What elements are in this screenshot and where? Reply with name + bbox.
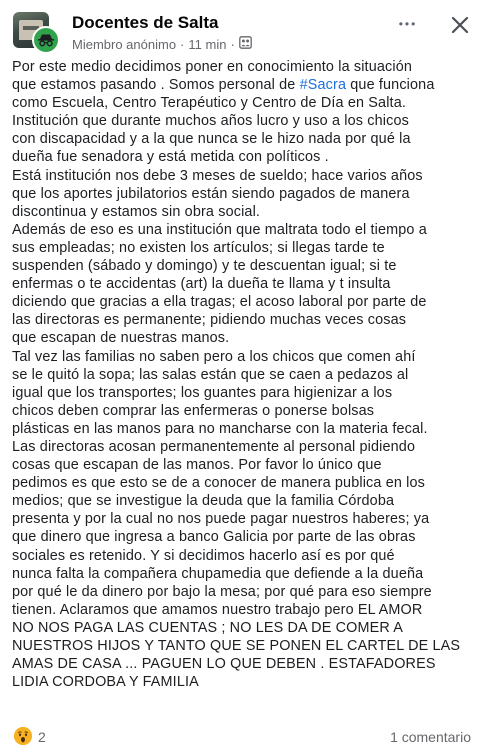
post-text-segment: que estamos pasando . Somos personal de [12,77,300,94]
post-text-segment: que escapan de nuestras manos. [12,330,230,347]
post-text-line [12,492,478,510]
post-text-segment: Institución que durante muchos años lucro y uso a los chicos [12,113,409,130]
post-text-segment: Tal vez las familias no saben pero a los chicos que comen ahí [12,348,416,365]
post-text-segment: NO NOS PAGA LAS CUENTAS ; NO LES DA DE COMER A [12,619,404,636]
post-text-line [12,402,478,420]
post-text-line [12,655,478,673]
post-text-segment: cosas que escapan de las manos. Por favor lo único que [12,457,382,474]
more-options-icon: ••• [398,17,418,31]
post-footer [0,722,487,750]
post-text-segment: plásticas en las manos para no mancharse con la materia fecal. [12,420,428,437]
post-text-segment: que funciona [346,77,435,94]
group-name-link[interactable]: Docentes de Salta [72,13,219,32]
post-text-line [12,348,478,366]
post-text-line [12,510,478,528]
post-text-segment: enfermas o te accidentas (art) la dueña te llama y t insulta [12,276,391,293]
post-text-line [12,619,478,637]
post-text-line [12,94,478,112]
post-text-line [12,58,478,76]
post-text-line [12,420,478,438]
post-text-segment: Además de eso es una institución que maltrata todo el tiempo a [12,221,427,238]
post-text-segment: pedimos es que esto se de a conocer de manera publica en los [12,475,425,492]
post-text-segment: como Escuela, Centro Terapéutico y Centro de Día en Salta. [12,95,406,112]
reaction-count[interactable]: 2 [38,729,46,745]
wow-reaction-icon[interactable] [14,727,32,745]
post-text-segment: diciendo que gracias a ella tragas; el acoso laboral por parte de [12,294,427,311]
post-text-line [12,167,478,185]
post-text-line [12,366,478,384]
post-header [0,0,487,58]
post-text-line [12,185,478,203]
hashtag-link[interactable]: #Sacra [299,77,347,94]
post-text-line [12,528,478,546]
close-icon [451,16,469,34]
post-text-line [12,329,478,347]
meta-separator: · [180,36,185,52]
post-text-segment: LIDIA CORDOBA Y FAMILIA [12,674,199,691]
post-text-segment: medios; que se investigue la deuda que la familia Córdoba [12,493,395,510]
members-icon [239,36,252,52]
post-text-line [12,456,478,474]
post-body [12,58,478,691]
timestamp[interactable]: 11 min [188,36,227,52]
post-text-line [12,275,478,293]
post-text-line [12,130,478,148]
post-text-segment: chicos deben comprar las enfermeras o ponerse bolsas [12,402,375,419]
post-text-segment: AMAS DE CASA ... PAGUEN LO QUE DEBEN . ESTAFADORES [12,656,436,673]
post-text-line [12,239,478,257]
post-text-line [12,76,478,94]
post-text-segment: se le quitó la sopa; las salas están que se caen a pedazos al [12,366,409,383]
post-text-line [12,438,478,456]
post-text-segment: NUESTROS HIJOS Y TANTO QUE SE PONEN EL CARTEL DE LAS [12,638,461,654]
post-text-segment: Está institución nos debe 3 meses de sueldo; hace varios años [12,167,423,184]
post-text-line [12,221,478,239]
post-text-segment: presenta y por la cual no nos puede pagar nuestros haberes; ya [12,511,430,528]
post-text-segment: Por este medio decidimos poner en conocimiento la situación [12,59,413,75]
post-text-segment: dueña fue senadora y está metida con políticos . [12,149,329,166]
post-text-line [12,203,478,221]
post-text-segment: suspenden (sábado y domingo) y te descuentan igual; si te [12,258,397,275]
comment-count-link[interactable]: 1 comentario [390,729,471,745]
post-text-line [12,311,478,329]
close-button[interactable] [446,11,474,39]
post-text-segment: con discapacidad y a la que nunca se le hizo nada por qué la [12,131,411,148]
post-text-segment: por qué le da dinero por bajo la mesa; por qué para eso siempre [12,583,432,600]
post-text-segment: sociales es retenido. Y si decidimos hacerlo así es por qué [12,547,395,564]
post-text-line [12,673,478,691]
more-options-button[interactable] [394,12,422,36]
post-text-segment: que dinero que ingresa a banco Galicia por parte de las obras [12,529,416,546]
post-text-line [12,112,478,130]
post-text-segment: las directoras es permanente; pidiendo muchas veces cosas [12,312,407,329]
post-text-line [12,148,478,166]
post-text-line [12,583,478,601]
post-text-line [12,384,478,402]
post-text-line [12,637,478,655]
post-text-segment: nunca falta la compañera chupamedia que defiende a la dueña [12,565,424,582]
post-text-line [12,293,478,311]
post-text-segment: igual que los transportes; los guantes para higienizar a los [12,384,393,401]
post-text-line [12,565,478,583]
post-meta [72,36,252,52]
post-text-line [12,257,478,275]
post-text-line [12,601,478,619]
post-text-segment: discontinua y estamos sin obra social. [12,203,261,220]
post-text-line [12,547,478,565]
post-text-segment: tienen. Aclaramos que amamos nuestro trabajo pero EL AMOR [12,601,423,618]
author-label: Miembro anónimo [72,36,177,52]
meta-separator: · [230,36,235,52]
post-text-segment: que los aportes jubilatorios están siendo pagados de manera [12,185,410,202]
post-text-segment: Las directoras acosan permanentemente al personal pidiendo [12,438,416,455]
post-text-segment: sus empleadas; no existen los artículos; si llegas tarde te [12,239,385,256]
post-text-line [12,474,478,492]
incognito-icon [32,26,60,54]
